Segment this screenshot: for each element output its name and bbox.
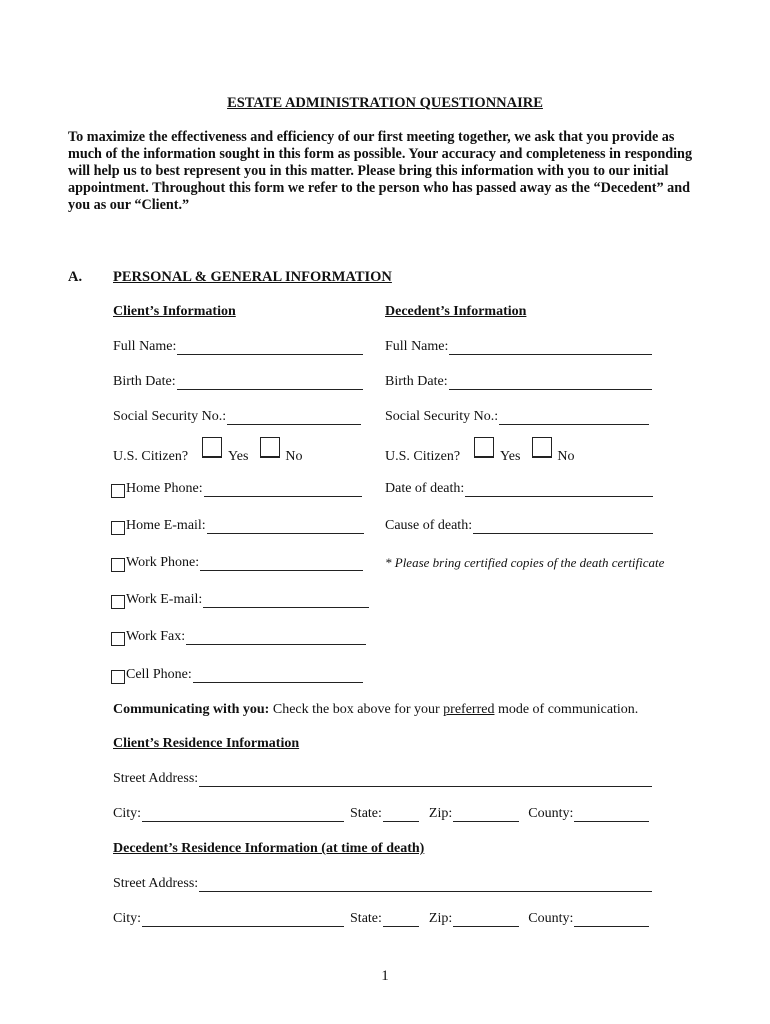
decedent-county-input[interactable] bbox=[574, 912, 649, 927]
communication-text-before: Check the box above for your bbox=[269, 702, 444, 717]
client-work-phone-field bbox=[111, 555, 363, 571]
client-city-row bbox=[113, 806, 649, 822]
client-work-email-input[interactable] bbox=[203, 593, 369, 608]
work-phone-checkbox[interactable] bbox=[111, 558, 125, 572]
client-residence-heading: Client’s Residence Information bbox=[113, 736, 300, 751]
communication-text-after: mode of communication. bbox=[494, 702, 639, 717]
client-citizen-no-label: No bbox=[285, 449, 303, 464]
page-number: 1 bbox=[381, 968, 389, 984]
client-state-label: State: bbox=[350, 806, 382, 821]
intro-paragraph: To maximize the effectiveness and efficiency of our first meeting together, we ask that you provide as much of the information sought in this form as possible. Your accuracy and completeness in responding will help us to best represent you in this matter. Please bring this information with you to our initial appointment. Throughout this form we refer to the person who has passed away as the “Decedent” and you as our “Client.” bbox=[68, 129, 693, 213]
work-email-checkbox[interactable] bbox=[111, 595, 125, 609]
client-home-phone-input[interactable] bbox=[204, 482, 362, 497]
home-email-checkbox[interactable] bbox=[111, 521, 125, 535]
client-work-email-label: Work E-mail: bbox=[126, 592, 203, 607]
client-home-email-label: Home E-mail: bbox=[126, 518, 206, 533]
client-zip-label: Zip: bbox=[428, 806, 453, 821]
decedent-citizen-field bbox=[385, 444, 575, 465]
decedent-city-input[interactable] bbox=[142, 912, 344, 927]
client-state-input[interactable] bbox=[383, 807, 419, 822]
decedent-date-of-death-label: Date of death: bbox=[385, 481, 465, 496]
client-county-input[interactable] bbox=[574, 807, 649, 822]
decedent-full-name-input[interactable] bbox=[449, 340, 652, 355]
decedent-ssn-field bbox=[385, 409, 649, 425]
client-work-email-field bbox=[111, 592, 369, 608]
decedent-date-of-death-input[interactable] bbox=[465, 482, 653, 497]
death-certificate-note: * Please bring certified copies of the death certificate bbox=[385, 555, 665, 570]
decedent-full-name-label: Full Name: bbox=[385, 339, 449, 354]
client-cell-phone-field bbox=[111, 667, 363, 683]
decedent-state-input[interactable] bbox=[383, 912, 419, 927]
client-birth-date-label: Birth Date: bbox=[113, 374, 176, 389]
client-ssn-label: Social Security No.: bbox=[113, 409, 227, 424]
client-home-email-field bbox=[111, 518, 364, 534]
client-ssn-field bbox=[113, 409, 361, 425]
client-work-phone-label: Work Phone: bbox=[126, 555, 200, 570]
client-citizen-field bbox=[113, 444, 303, 465]
section-letter: A. bbox=[68, 269, 83, 285]
cell-phone-checkbox[interactable] bbox=[111, 670, 125, 684]
decedent-citizen-yes-label: Yes bbox=[500, 449, 521, 464]
client-full-name-field bbox=[113, 339, 363, 355]
client-work-fax-field bbox=[111, 629, 366, 645]
decedent-street-field bbox=[113, 876, 652, 892]
decedent-citizen-label: U.S. Citizen? bbox=[385, 449, 461, 464]
client-county-label: County: bbox=[528, 806, 574, 821]
client-ssn-input[interactable] bbox=[227, 410, 361, 425]
decedent-birth-date-field bbox=[385, 374, 652, 390]
client-city-input[interactable] bbox=[142, 807, 344, 822]
decedent-full-name-field bbox=[385, 339, 652, 355]
decedent-city-label: City: bbox=[113, 911, 142, 926]
page-title: ESTATE ADMINISTRATION QUESTIONNAIRE bbox=[227, 95, 543, 111]
home-phone-checkbox[interactable] bbox=[111, 484, 125, 498]
client-home-email-input[interactable] bbox=[207, 519, 364, 534]
client-citizen-label: U.S. Citizen? bbox=[113, 449, 189, 464]
decedent-ssn-input[interactable] bbox=[499, 410, 649, 425]
client-birth-date-input[interactable] bbox=[177, 375, 363, 390]
decedent-zip-input[interactable] bbox=[453, 912, 519, 927]
decedent-citizen-yes-checkbox[interactable] bbox=[474, 437, 494, 458]
decedent-date-of-death-field bbox=[385, 481, 653, 497]
client-citizen-yes-checkbox[interactable] bbox=[202, 437, 222, 458]
client-full-name-label: Full Name: bbox=[113, 339, 177, 354]
communication-bold-label: Communicating with you: bbox=[113, 702, 270, 717]
client-street-label: Street Address: bbox=[113, 771, 199, 786]
client-birth-date-field bbox=[113, 374, 363, 390]
client-work-fax-input[interactable] bbox=[186, 630, 366, 645]
client-cell-phone-label: Cell Phone: bbox=[126, 667, 192, 682]
work-fax-checkbox[interactable] bbox=[111, 632, 125, 646]
decedent-street-input[interactable] bbox=[199, 877, 652, 892]
client-city-label: City: bbox=[113, 806, 142, 821]
decedent-county-label: County: bbox=[528, 911, 574, 926]
client-full-name-input[interactable] bbox=[177, 340, 363, 355]
decedent-info-heading: Decedent’s Information bbox=[385, 304, 527, 319]
client-home-phone-label: Home Phone: bbox=[126, 481, 203, 496]
decedent-cause-of-death-label: Cause of death: bbox=[385, 518, 473, 533]
decedent-state-label: State: bbox=[350, 911, 382, 926]
communication-instruction bbox=[113, 702, 638, 718]
client-street-input[interactable] bbox=[199, 772, 652, 787]
decedent-ssn-label: Social Security No.: bbox=[385, 409, 499, 424]
client-street-field bbox=[113, 771, 652, 787]
client-citizen-no-checkbox[interactable] bbox=[260, 437, 280, 458]
decedent-city-row bbox=[113, 911, 649, 927]
decedent-cause-of-death-field bbox=[385, 518, 653, 534]
client-zip-input[interactable] bbox=[453, 807, 519, 822]
decedent-birth-date-input[interactable] bbox=[449, 375, 652, 390]
decedent-zip-label: Zip: bbox=[428, 911, 453, 926]
decedent-cause-of-death-input[interactable] bbox=[473, 519, 653, 534]
client-info-heading: Client’s Information bbox=[113, 304, 236, 319]
client-cell-phone-input[interactable] bbox=[193, 668, 363, 683]
decedent-citizen-no-label: No bbox=[557, 449, 575, 464]
communication-preferred: preferred bbox=[443, 702, 495, 717]
client-home-phone-field bbox=[111, 481, 362, 497]
client-citizen-yes-label: Yes bbox=[228, 449, 249, 464]
section-title: PERSONAL & GENERAL INFORMATION bbox=[113, 269, 392, 285]
client-work-fax-label: Work Fax: bbox=[126, 629, 186, 644]
decedent-street-label: Street Address: bbox=[113, 876, 199, 891]
decedent-birth-date-label: Birth Date: bbox=[385, 374, 448, 389]
decedent-citizen-no-checkbox[interactable] bbox=[532, 437, 552, 458]
client-work-phone-input[interactable] bbox=[200, 556, 363, 571]
decedent-residence-heading: Decedent’s Residence Information (at time of death) bbox=[113, 841, 425, 856]
